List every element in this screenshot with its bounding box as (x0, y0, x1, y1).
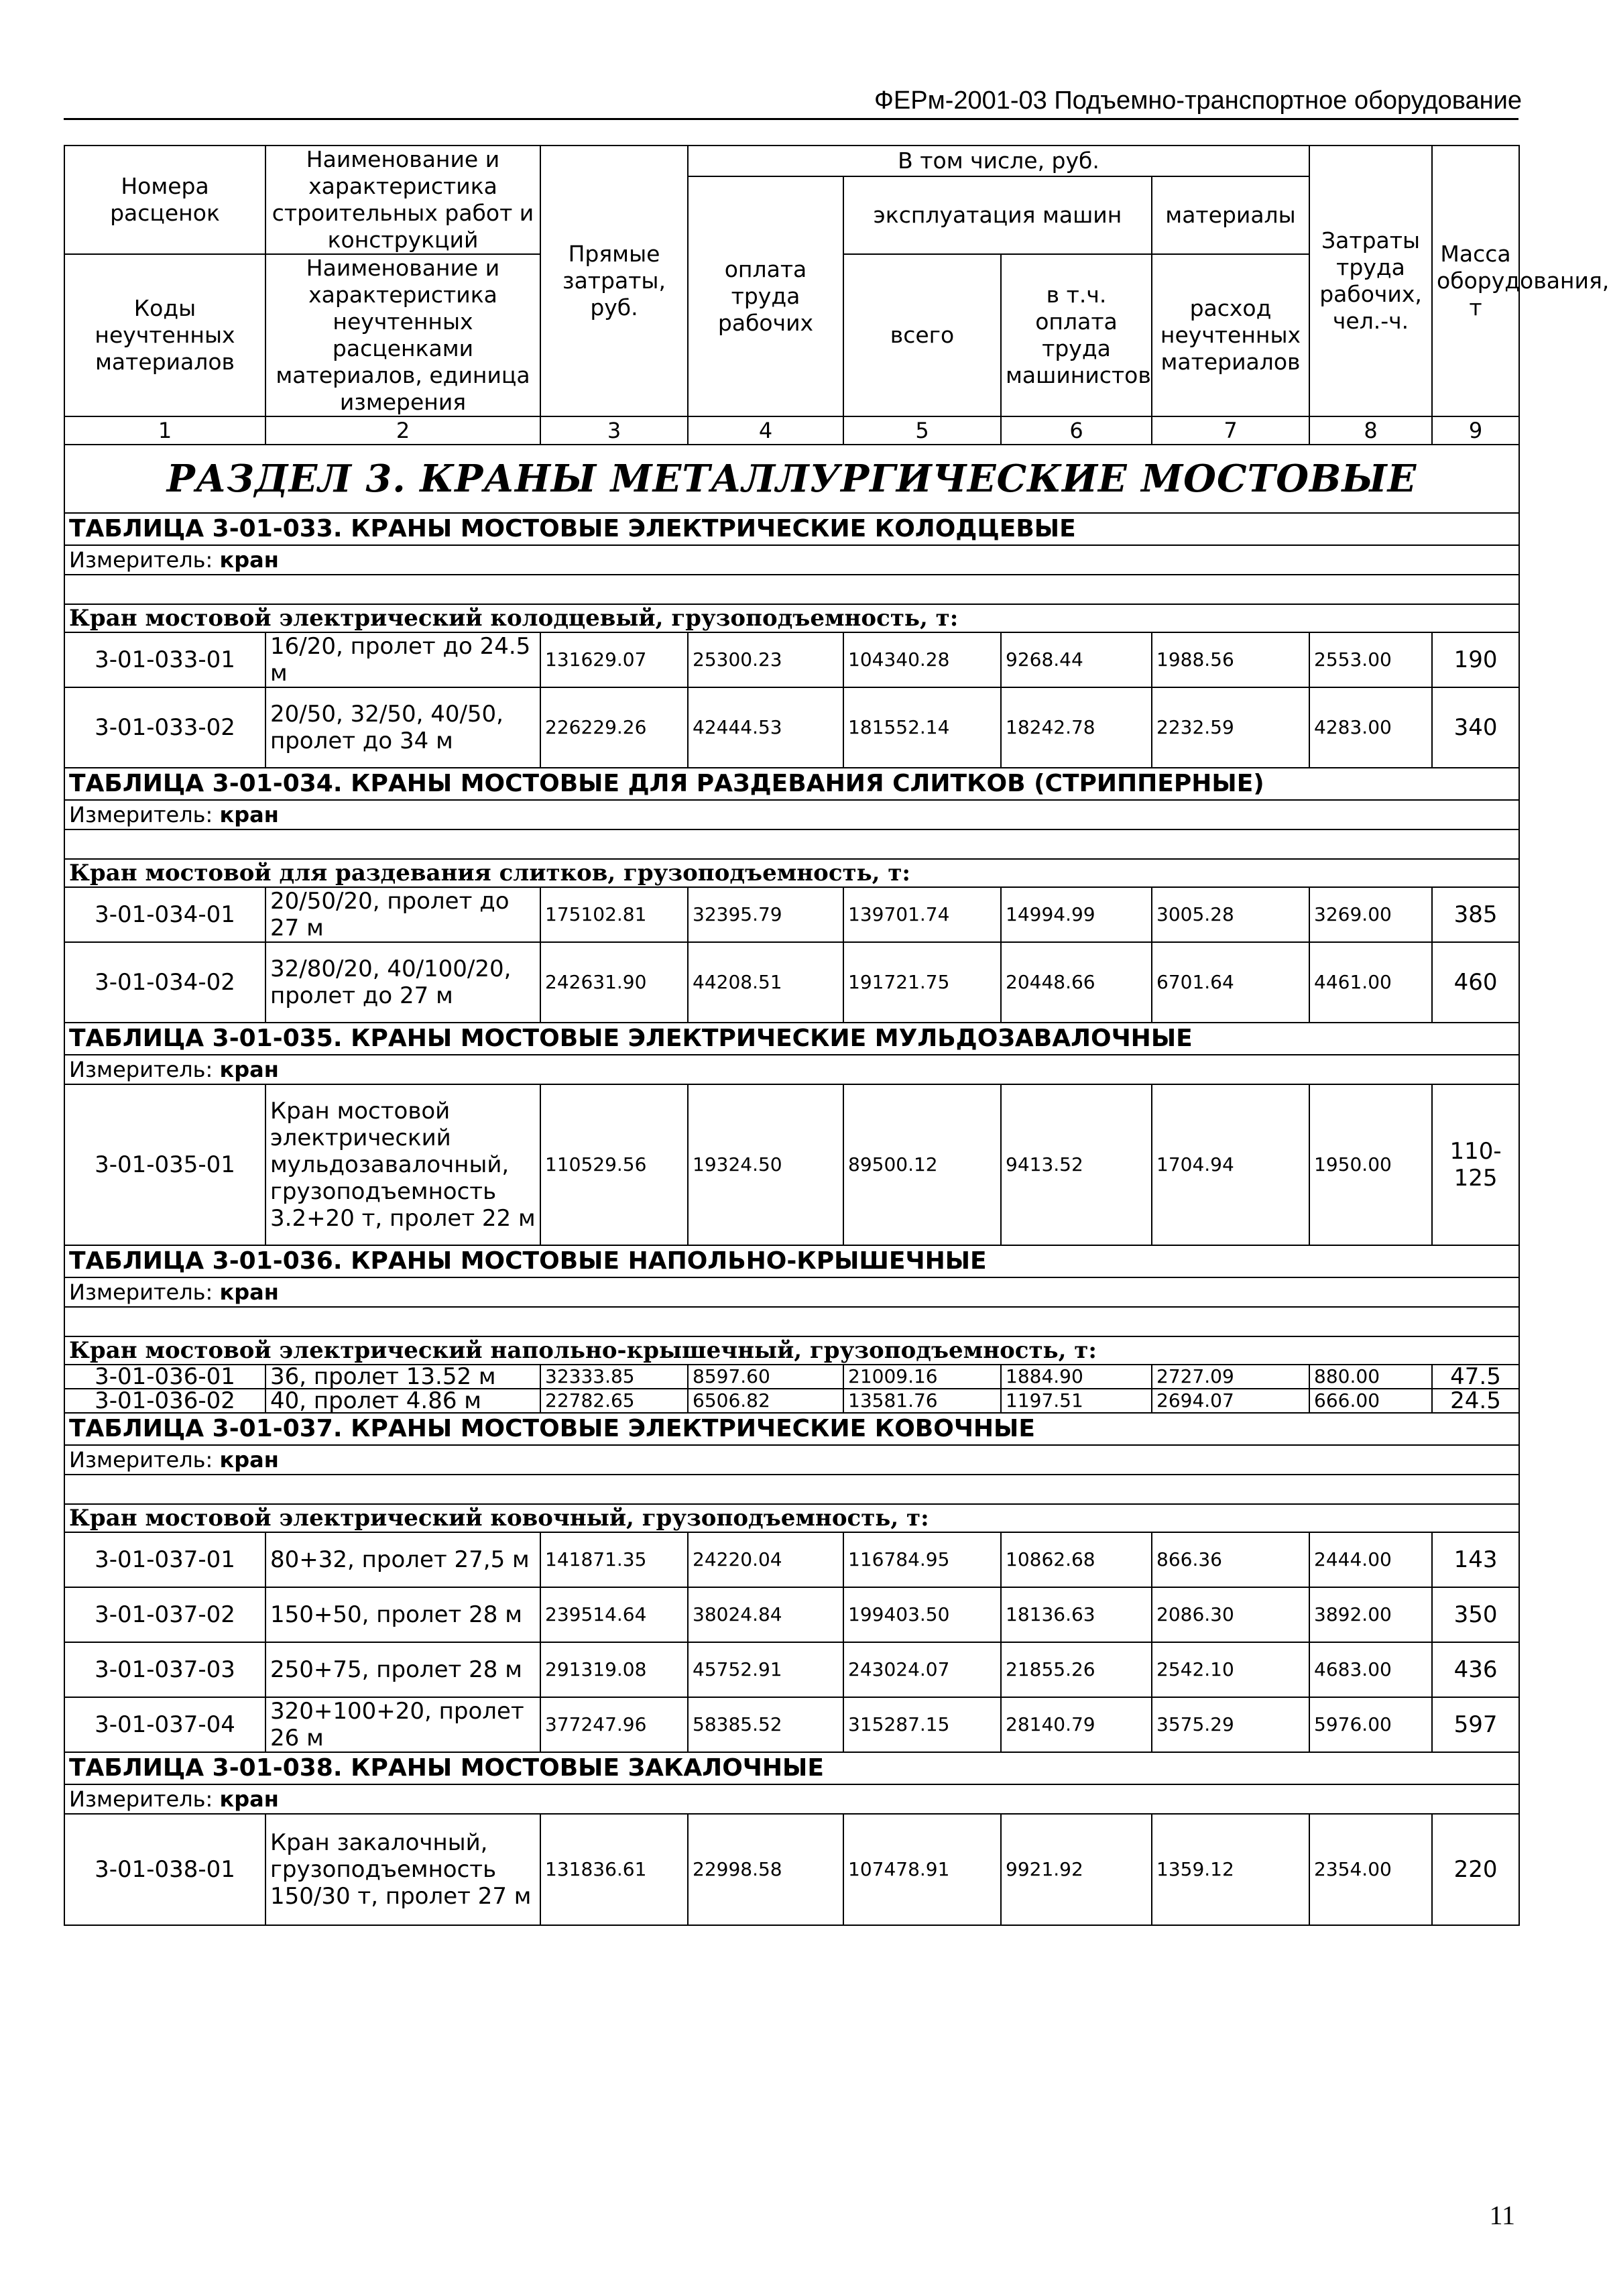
labor-costs: 1950.00 (1309, 1084, 1432, 1245)
worker-pay: 22998.58 (688, 1814, 843, 1925)
column-numbers-row (64, 416, 1519, 445)
header-rule (64, 118, 1518, 120)
machines-total: 21009.16 (843, 1365, 1001, 1389)
equipment-mass: 460 (1432, 942, 1519, 1023)
labor-costs: 5976.00 (1309, 1697, 1432, 1752)
machines-total: 199403.50 (843, 1587, 1001, 1642)
table-title: ТАБЛИЦА 3-01-035. КРАНЫ МОСТОВЫЕ ЭЛЕКТРИЧЕСКИЕ МУЛЬДОЗАВАЛОЧНЫЕ (64, 1023, 1519, 1055)
header-work-name: Наименование и характеристика строительных работ и конструкций (265, 146, 540, 254)
table-header (64, 146, 1609, 445)
header-machine-operation: эксплуатация машин (843, 176, 1152, 254)
rate-code: 3-01-037-04 (64, 1697, 265, 1752)
machines-total: 191721.75 (843, 942, 1001, 1023)
rate-name: 80+32, пролет 27,5 м (265, 1532, 540, 1587)
equipment-mass: 436 (1432, 1642, 1519, 1697)
rate-code: 3-01-035-01 (64, 1084, 265, 1245)
table-row (64, 632, 1519, 687)
worker-pay: 6506.82 (688, 1389, 843, 1413)
worker-pay: 8597.60 (688, 1365, 843, 1389)
page-header: ФЕРм-2001-03 Подъемно-транспортное оборудование (874, 87, 1522, 115)
rate-code: 3-01-034-02 (64, 942, 265, 1023)
equipment-mass: 340 (1432, 687, 1519, 768)
machinist-pay: 9268.44 (1001, 632, 1152, 687)
rate-code: 3-01-036-01 (64, 1365, 265, 1389)
machinist-pay: 1884.90 (1001, 1365, 1152, 1389)
equipment-mass: 110-125 (1432, 1084, 1519, 1245)
table-row (64, 1389, 1519, 1413)
materials: 866.36 (1152, 1532, 1309, 1587)
labor-costs: 4683.00 (1309, 1642, 1432, 1697)
machinist-pay: 20448.66 (1001, 942, 1152, 1023)
rate-name: 20/50, 32/50, 40/50, пролет до 34 м (265, 687, 540, 768)
table-row (64, 1084, 1519, 1245)
header-materials: материалы (1152, 176, 1309, 254)
worker-pay: 19324.50 (688, 1084, 843, 1245)
direct-costs: 110529.56 (540, 1084, 688, 1245)
measure-unit: Измеритель: кран (64, 1055, 1519, 1084)
column-number: 7 (1152, 416, 1309, 445)
header-direct-costs: Прямые затраты, руб. (540, 146, 688, 416)
rate-name: Кран закалочный, грузоподъемность 150/30 т, пролет 27 м (265, 1814, 540, 1925)
worker-pay: 38024.84 (688, 1587, 843, 1642)
equipment-mass: 143 (1432, 1532, 1519, 1587)
machines-total: 116784.95 (843, 1532, 1001, 1587)
table-row (64, 1642, 1519, 1697)
table-row (64, 1532, 1519, 1587)
spacer (64, 575, 1519, 604)
worker-pay: 24220.04 (688, 1532, 843, 1587)
spacer (64, 1475, 1519, 1504)
machinist-pay: 28140.79 (1001, 1697, 1152, 1752)
equipment-mass: 385 (1432, 887, 1519, 942)
table-row (64, 942, 1519, 1023)
machines-total: 89500.12 (843, 1084, 1001, 1245)
materials: 2086.30 (1152, 1587, 1309, 1642)
direct-costs: 377247.96 (540, 1697, 688, 1752)
equipment-mass: 24.5 (1432, 1389, 1519, 1413)
rate-name: 16/20, пролет до 24.5 м (265, 632, 540, 687)
labor-costs: 2354.00 (1309, 1814, 1432, 1925)
header-machinist-pay: в т.ч. оплата труда машинистов (1001, 254, 1152, 416)
column-number: 4 (688, 416, 843, 445)
worker-pay: 45752.91 (688, 1642, 843, 1697)
table-title: ТАБЛИЦА 3-01-034. КРАНЫ МОСТОВЫЕ ДЛЯ РАЗДЕВАНИЯ СЛИТКОВ (СТРИППЕРНЫЕ) (64, 768, 1519, 800)
equipment-mass: 47.5 (1432, 1365, 1519, 1389)
rate-name: 32/80/20, 40/100/20, пролет до 27 м (265, 942, 540, 1023)
equipment-mass: 597 (1432, 1697, 1519, 1752)
table-caption: Кран мостовой электрический ковочный, грузоподъемность, т: (64, 1504, 1519, 1532)
direct-costs: 239514.64 (540, 1587, 688, 1642)
header-labor-costs: Затраты труда рабочих, чел.-ч. (1309, 146, 1432, 416)
spacer (64, 829, 1519, 859)
rate-name: 20/50/20, пролет до 27 м (265, 887, 540, 942)
page-number: 11 (1489, 2200, 1515, 2230)
machinist-pay: 14994.99 (1001, 887, 1152, 942)
machinist-pay: 9413.52 (1001, 1084, 1152, 1245)
worker-pay: 25300.23 (688, 632, 843, 687)
materials: 6701.64 (1152, 942, 1309, 1023)
table-row (64, 887, 1519, 942)
labor-costs: 2553.00 (1309, 632, 1432, 687)
worker-pay: 44208.51 (688, 942, 843, 1023)
header-including: В том числе, руб. (688, 146, 1309, 176)
worker-pay: 42444.53 (688, 687, 843, 768)
labor-costs: 4283.00 (1309, 687, 1432, 768)
materials: 2694.07 (1152, 1389, 1309, 1413)
machinist-pay: 18242.78 (1001, 687, 1152, 768)
machines-total: 181552.14 (843, 687, 1001, 768)
equipment-mass: 350 (1432, 1587, 1519, 1642)
materials: 1359.12 (1152, 1814, 1309, 1925)
table-title: ТАБЛИЦА 3-01-033. КРАНЫ МОСТОВЫЕ ЭЛЕКТРИЧЕСКИЕ КОЛОДЦЕВЫЕ (64, 513, 1519, 545)
labor-costs: 4461.00 (1309, 942, 1432, 1023)
rate-code: 3-01-034-01 (64, 887, 265, 942)
header-material-name: Наименование и характеристика неучтенных расценками материалов, единица измерения (265, 254, 540, 416)
table-caption: Кран мостовой электрический колодцевый, грузоподъемность, т: (64, 604, 1519, 632)
labor-costs: 666.00 (1309, 1389, 1432, 1413)
table-caption: Кран мостовой для раздевания слитков, грузоподъемность, т: (64, 859, 1519, 887)
direct-costs: 22782.65 (540, 1389, 688, 1413)
section-title: РАЗДЕЛ 3. КРАНЫ МЕТАЛЛУРГИЧЕСКИЕ МОСТОВЫЕ (64, 445, 1519, 513)
column-number: 2 (265, 416, 540, 445)
measure-unit: Измеритель: кран (64, 545, 1519, 575)
materials: 2542.10 (1152, 1642, 1309, 1697)
machines-total: 243024.07 (843, 1642, 1001, 1697)
materials: 3005.28 (1152, 887, 1309, 942)
direct-costs: 242631.90 (540, 942, 688, 1023)
machines-total: 139701.74 (843, 887, 1001, 942)
spacer (64, 1307, 1519, 1336)
rate-code: 3-01-033-01 (64, 632, 265, 687)
machines-total: 104340.28 (843, 632, 1001, 687)
machines-total: 13581.76 (843, 1389, 1001, 1413)
rate-code: 3-01-036-02 (64, 1389, 265, 1413)
rate-name: 320+100+20, пролет 26 м (265, 1697, 540, 1752)
header-rate-numbers: Номера расценок (64, 146, 265, 254)
table-row (64, 1587, 1519, 1642)
worker-pay: 32395.79 (688, 887, 843, 942)
materials: 2232.59 (1152, 687, 1309, 768)
rate-code: 3-01-037-02 (64, 1587, 265, 1642)
labor-costs: 3892.00 (1309, 1587, 1432, 1642)
table-row (64, 1365, 1519, 1389)
measure-unit: Измеритель: кран (64, 800, 1519, 829)
measure-unit: Измеритель: кран (64, 1445, 1519, 1475)
direct-costs: 226229.26 (540, 687, 688, 768)
table-title: ТАБЛИЦА 3-01-037. КРАНЫ МОСТОВЫЕ ЭЛЕКТРИЧЕСКИЕ КОВОЧНЫЕ (64, 1413, 1519, 1445)
equipment-mass: 220 (1432, 1814, 1519, 1925)
column-number: 6 (1001, 416, 1152, 445)
labor-costs: 3269.00 (1309, 887, 1432, 942)
rate-name: 36, пролет 13.52 м (265, 1365, 540, 1389)
rate-code: 3-01-033-02 (64, 687, 265, 768)
column-number: 3 (540, 416, 688, 445)
materials: 1704.94 (1152, 1084, 1309, 1245)
machinist-pay: 1197.51 (1001, 1389, 1152, 1413)
rate-name: 250+75, пролет 28 м (265, 1642, 540, 1697)
rate-code: 3-01-038-01 (64, 1814, 265, 1925)
rate-code: 3-01-037-03 (64, 1642, 265, 1697)
table-row (64, 1814, 1519, 1925)
table-row (64, 687, 1519, 768)
machinist-pay: 10862.68 (1001, 1532, 1152, 1587)
machinist-pay: 9921.92 (1001, 1814, 1152, 1925)
header-equipment-mass: Масса оборудования, т (1432, 146, 1519, 416)
machines-total: 315287.15 (843, 1697, 1001, 1752)
materials: 1988.56 (1152, 632, 1309, 687)
rate-name: 40, пролет 4.86 м (265, 1389, 540, 1413)
materials: 3575.29 (1152, 1697, 1309, 1752)
header-machines-total: всего (843, 254, 1001, 416)
worker-pay: 58385.52 (688, 1697, 843, 1752)
column-number: 1 (64, 416, 265, 445)
table-caption: Кран мостовой электрический напольно-крышечный, грузоподъемность, т: (64, 1336, 1519, 1365)
column-number: 9 (1432, 416, 1519, 445)
rates-table (64, 145, 1609, 1926)
direct-costs: 141871.35 (540, 1532, 688, 1587)
column-number: 5 (843, 416, 1001, 445)
machines-total: 107478.91 (843, 1814, 1001, 1925)
labor-costs: 2444.00 (1309, 1532, 1432, 1587)
measure-unit: Измеритель: кран (64, 1277, 1519, 1307)
direct-costs: 175102.81 (540, 887, 688, 942)
rate-name: 150+50, пролет 28 м (265, 1587, 540, 1642)
machinist-pay: 21855.26 (1001, 1642, 1152, 1697)
direct-costs: 131836.61 (540, 1814, 688, 1925)
column-number: 8 (1309, 416, 1432, 445)
header-unaccounted-materials: расход неучтенных материалов (1152, 254, 1309, 416)
equipment-mass: 190 (1432, 632, 1519, 687)
direct-costs: 32333.85 (540, 1365, 688, 1389)
header-worker-pay: оплата труда рабочих (688, 176, 843, 416)
rate-name: Кран мостовой электрический мульдозавалочный, грузоподъемность 3.2+20 т, пролет 22 м (265, 1084, 540, 1245)
table-row (64, 1697, 1519, 1752)
rate-code: 3-01-037-01 (64, 1532, 265, 1587)
header-material-codes: Коды неучтенных материалов (64, 254, 265, 416)
direct-costs: 291319.08 (540, 1642, 688, 1697)
table-title: ТАБЛИЦА 3-01-038. КРАНЫ МОСТОВЫЕ ЗАКАЛОЧНЫЕ (64, 1752, 1519, 1784)
materials: 2727.09 (1152, 1365, 1309, 1389)
machinist-pay: 18136.63 (1001, 1587, 1152, 1642)
direct-costs: 131629.07 (540, 632, 688, 687)
table-title: ТАБЛИЦА 3-01-036. КРАНЫ МОСТОВЫЕ НАПОЛЬНО-КРЫШЕЧНЫЕ (64, 1245, 1519, 1277)
measure-unit: Измеритель: кран (64, 1784, 1519, 1814)
labor-costs: 880.00 (1309, 1365, 1432, 1389)
